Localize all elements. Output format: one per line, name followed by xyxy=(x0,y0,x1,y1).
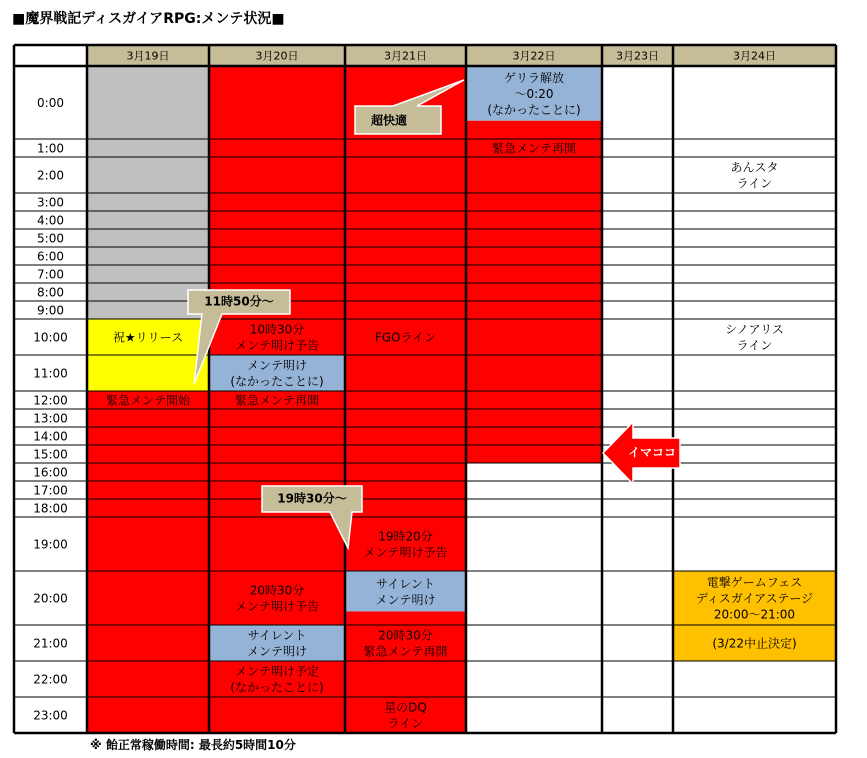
cell-label: (なかったことに) xyxy=(230,680,324,695)
callout-1150-text: 11時50分〜 xyxy=(204,294,274,309)
time-label: 22:00 xyxy=(33,672,68,687)
cell-label: 10時30分 xyxy=(249,322,305,337)
time-label: 9:00 xyxy=(37,303,64,318)
day-header-4: 3月22日 xyxy=(512,49,556,63)
cell-label: 緊急メンテ再開 xyxy=(234,393,320,408)
time-label: 19:00 xyxy=(33,537,68,552)
page-title: ■魔界戦記ディスガイアRPG:メンテ状況■ xyxy=(12,11,285,27)
time-label: 1:00 xyxy=(37,141,64,156)
time-label: 5:00 xyxy=(37,231,64,246)
day-header-3: 3月21日 xyxy=(384,49,427,63)
cell-label: シノアリス xyxy=(725,322,784,337)
time-label: 21:00 xyxy=(33,636,68,651)
cell-label: メンテ明け予告 xyxy=(234,599,320,614)
day-header-bar xyxy=(87,45,836,66)
day-header-6: 3月24日 xyxy=(733,49,776,63)
cell-label: (なかったことに) xyxy=(487,102,581,117)
day-header-2: 3月20日 xyxy=(255,49,299,63)
cell-label: 20時30分 xyxy=(249,583,305,598)
time-label: 10:00 xyxy=(33,330,68,345)
time-label: 12:00 xyxy=(33,393,68,408)
cell-label: FGOライン xyxy=(374,330,437,345)
cell-label: (なかったことに) xyxy=(230,374,324,389)
cell-label: 20:00〜21:00 xyxy=(713,607,796,622)
cell-label: 20時30分 xyxy=(378,628,433,643)
time-label: 3:00 xyxy=(37,195,64,210)
time-label: 23:00 xyxy=(33,708,68,723)
callout-you-are-here-text: イマココ xyxy=(627,445,677,460)
cell-label: 祝★リリース xyxy=(112,330,184,345)
cell-label: 緊急メンテ開始 xyxy=(105,393,191,408)
status-block xyxy=(87,391,209,733)
cell-label: 〜0:20 xyxy=(514,86,554,101)
time-label: 11:00 xyxy=(33,366,68,381)
cell-label: ゲリラ解放 xyxy=(503,70,565,85)
cell-label: 緊急メンテ再開 xyxy=(491,141,577,156)
time-label: 15:00 xyxy=(33,447,68,462)
time-label: 2:00 xyxy=(37,168,64,183)
cell-label: メンテ明け xyxy=(246,358,308,373)
day-header-5: 3月23日 xyxy=(616,49,659,63)
time-label: 6:00 xyxy=(37,249,64,264)
callout-1930-text: 19時30分〜 xyxy=(277,491,347,506)
cell-label: メンテ明け予告 xyxy=(234,338,320,353)
time-label: 20:00 xyxy=(33,591,68,606)
cell-label: 電撃ゲームフェス xyxy=(706,575,803,590)
time-label: 13:00 xyxy=(33,411,68,426)
time-label: 0:00 xyxy=(37,96,64,110)
callout-you-are-here xyxy=(603,422,680,484)
cell-label: 星のDQ xyxy=(384,700,427,715)
cell-label: ライン xyxy=(736,176,773,191)
cell-label: ディスガイアステージ xyxy=(695,591,814,606)
time-label: 4:00 xyxy=(37,213,64,228)
cell-label: 19時20分 xyxy=(378,529,433,544)
cell-label: メンテ明け予告 xyxy=(363,545,448,560)
time-label: 8:00 xyxy=(37,285,64,300)
cell-label: メンテ明け予定 xyxy=(234,664,320,679)
cell-label: ライン xyxy=(387,716,424,731)
day-header-1: 3月19日 xyxy=(126,49,170,63)
cell-label: ライン xyxy=(736,338,773,353)
footnote: ※ 飴正常稼働時間: 最長約5時間10分 xyxy=(90,738,296,752)
time-label: 16:00 xyxy=(33,465,68,480)
time-label: 14:00 xyxy=(33,429,68,444)
status-block xyxy=(87,355,209,391)
time-label: 7:00 xyxy=(37,267,64,282)
cell-label: (3/22中止決定) xyxy=(712,636,797,651)
time-label: 18:00 xyxy=(33,501,68,516)
cell-label: 緊急メンテ再開 xyxy=(363,644,448,659)
cell-label: あんスタ xyxy=(730,160,779,175)
callout-super-comfortable-text: 超快適 xyxy=(370,113,408,128)
cell-label: サイレント xyxy=(247,628,307,643)
cell-label: メンテ明け xyxy=(375,592,436,607)
cell-label: サイレント xyxy=(376,576,435,591)
cell-label: メンテ明け xyxy=(246,644,308,659)
status-block xyxy=(466,121,602,463)
time-label: 17:00 xyxy=(33,483,68,498)
